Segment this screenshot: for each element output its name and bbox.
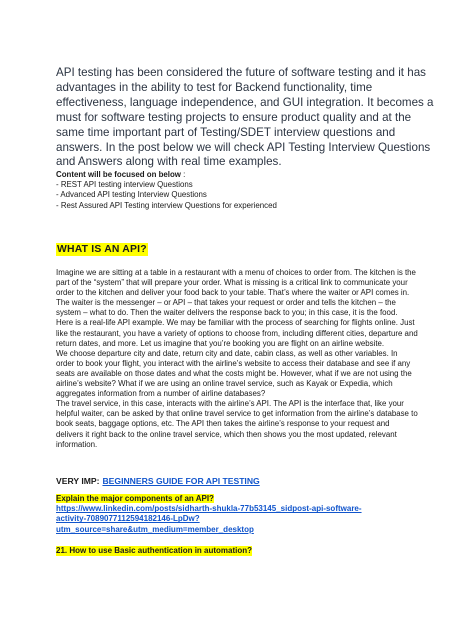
beginners-guide-link[interactable]: BEGINNERS GUIDE FOR API TESTING <box>102 476 260 486</box>
linkedin-link-line-3[interactable]: utm_source=share&utm_medium=member_desktop <box>56 524 254 534</box>
focus-item: - REST API testing interview Questions <box>56 180 193 190</box>
paragraph-restaurant: Imagine we are sitting at a table in a restaurant with a menu of choices to order from. The kitchen is the part of the “system” that will prepare your order. What is missing is a critical link to communicate your order to the kitchen and deliver your food back to your table. That’s where the waiter or API comes in. The waiter is the messenger – or API – that takes your request or order and tells the kitchen – the system – what to do. Then the waiter delivers the response back to you; in this case, it is the food. <box>56 268 416 318</box>
components-block <box>56 494 436 535</box>
api-explanation <box>56 268 418 450</box>
question-21: 21. How to use Basic authentication in automation? <box>56 546 253 555</box>
linkedin-link-line-2[interactable]: activity-7089077112594182146-LpDw? <box>56 514 200 524</box>
intro-paragraph: API testing has been considered the future of software testing and it has advantages in the ability to test for Backend functionality, time effectiveness, language independence, and GUI integration. It becomes a must for software testing projects to ensure product quality and at the same time important part of Testing/SDET interview questions and answers. In the post below we will check API Testing Interview Questions and Answers along with real time examples. <box>56 66 434 169</box>
components-question: Explain the major components of an API? <box>56 494 214 503</box>
paragraph-flights: Here is a real-life API example. We may be familiar with the process of searching for flights online. Just like the restaurant, you have a variety of options to choose from, including different cities, departure and return dates, and more. Let us imagine that you’re booking you are flight on an airline website. <box>56 318 418 348</box>
focus-heading: Content will be focused on below <box>56 170 181 179</box>
very-imp-line <box>56 476 260 486</box>
section-heading-what-is-api: WHAT IS AN API? <box>57 244 147 255</box>
very-imp-label: VERY IMP: <box>56 476 100 486</box>
focus-item: - Advanced API testing Interview Questions <box>56 190 207 200</box>
focus-heading-line <box>56 170 436 180</box>
paragraph-variables: We choose departure city and date, return city and date, cabin class, as well as other variables. In order to book your flight, you interact with the airline’s website to access their database and see if any seats are available on those dates and what the costs might be. However, what if we are not using the airline’s website? What if we are using an online travel service, such as Kayak or Expedia, which aggregates information from a number of airline databases? <box>56 348 412 399</box>
linkedin-link-line-1[interactable]: https://www.linkedin.com/posts/sidharth-shukla-77b53145_sidpost-api-software- <box>56 504 362 514</box>
focus-list <box>56 170 436 211</box>
focus-heading-colon: : <box>180 170 186 179</box>
paragraph-travel-service: The travel service, in this case, interacts with the airline’s API. The API is the interface that, like your helpful waiter, can be asked by that online travel service to get information from the airline’s database to book seats, baggage options, etc. The API then takes the airline’s response to your request and delivers it right back to the online travel service, which then shows you the most updated, relevant information. <box>56 399 418 449</box>
focus-item: - Rest Assured API Testing interview Questions for experienced <box>56 200 277 210</box>
